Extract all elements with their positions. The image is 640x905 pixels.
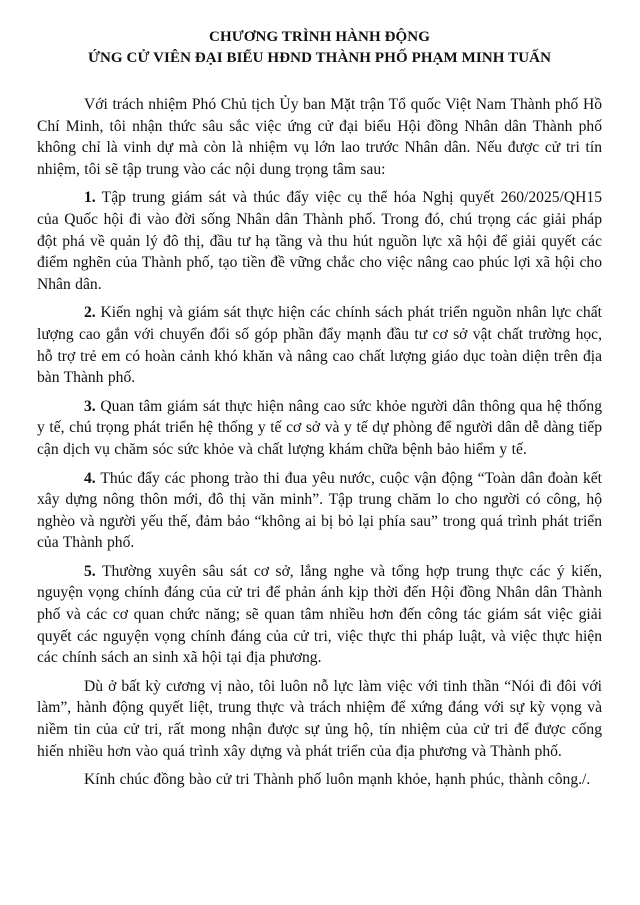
paragraph-text: Với trách nhiệm Phó Chủ tịch Ủy ban Mặt trận Tổ quốc Việt Nam Thành phố Hồ Chí Minh, tôi nhận thức sâu sắc việc ứng cử đại biểu Hội đồng Nhân dân Thành phố không chỉ là vinh dự mà còn là nhiệm vụ lớn lao trước Nhân dân. Nếu được cử tri tín nhiệm, tôi sẽ tập trung vào các nội dung trọng tâm sau: — [37, 96, 602, 178]
document-title — [37, 27, 602, 69]
paragraph-text: Thúc đẩy các phong trào thi đua yêu nước, cuộc vận động “Toàn dân đoàn kết xây dựng nông thôn mới, đô thị văn minh”. Tập trung chăm lo cho người có công, hộ nghèo và người yếu thế, đảm bảo “không ai bị bỏ lại phía sau” trong quá trình phát triển của Thành phố. — [37, 469, 603, 552]
paragraph-number: 2. — [84, 304, 96, 322]
paragraph-item-2 — [37, 302, 602, 388]
paragraph-number: 4. — [84, 469, 96, 487]
document-body — [37, 94, 602, 791]
paragraph-number: 3. — [84, 397, 96, 415]
paragraph-text: Quan tâm giám sát thực hiện nâng cao sức khỏe người dân thông qua hệ thống y tế, chú trọng phát triển hệ thống y tế cơ sở và y tế dự phòng để người dân dễ dàng tiếp cận dịch vụ chăm sóc sức khỏe và chất lượng khám chữa bệnh bảo hiểm y tế. — [37, 397, 602, 458]
paragraph-item-4 — [37, 468, 602, 554]
paragraph-item-1 — [37, 187, 602, 295]
paragraph-text: Thường xuyên sâu sát cơ sở, lắng nghe và tổng hợp trung thực các ý kiến, nguyện vọng chính đáng của cử tri để phản ánh kịp thời đến Hội đồng Nhân dân Thành phố và các cơ quan chức năng; sẽ quan tâm nhiều hơn đến công tác giám sát việc giải quyết các nguyện vọng chính đáng của cử tri, việc thực thi pháp luật, và việc thực hiện các chính sách an sinh xã hội tại địa phương. — [37, 562, 602, 667]
paragraph-commitment — [37, 676, 602, 762]
paragraph-text: Kính chúc đồng bào cử tri Thành phố luôn mạnh khỏe, hạnh phúc, thành công./. — [84, 771, 591, 789]
paragraph-text: Kiến nghị và giám sát thực hiện các chính sách phát triển nguồn nhân lực chất lượng cao gắn với chuyển đổi số góp phần đẩy mạnh đầu tư cơ sở vật chất trường học, hỗ trợ trẻ em có hoàn cảnh khó khăn và nâng cao chất lượng giáo dục toàn diện trên địa bàn Thành phố. — [37, 304, 602, 387]
paragraph-number: 1. — [84, 189, 96, 207]
paragraph-text: Dù ở bất kỳ cương vị nào, tôi luôn nỗ lực làm việc với tinh thần “Nói đi đôi với làm”, hành động quyết liệt, trung thực và trách nhiệm để xứng đáng với sự kỳ vọng và niềm tin của cử tri, rất mong nhận được sự ủng hộ, tín nhiệm của cử tri để được cống hiến nhiều hơn vào quá trình xây dựng và phát triển của địa phương và Thành phố. — [37, 677, 602, 760]
paragraph-text: Tập trung giám sát và thúc đẩy việc cụ thể hóa Nghị quyết 260/2025/QH15 của Quốc hội đi vào đời sống Nhân dân Thành phố. Trong đó, chú trọng các giải pháp đột phá về quản lý đô thị, đầu tư hạ tầng và thu hút nguồn lực xã hội để giải quyết các điểm nghẽn của Thành phố, tạo tiền đề vững chắc cho việc nâng cao phúc lợi xã hội cho Nhân dân. — [37, 189, 602, 293]
paragraph-item-5 — [37, 561, 602, 669]
paragraph-number: 5. — [84, 562, 96, 580]
document-title-line-2: ỨNG CỬ VIÊN ĐẠI BIỂU HĐND THÀNH PHỐ PHẠM MINH TUẤN — [87, 50, 552, 66]
paragraph-item-3 — [37, 396, 602, 461]
paragraph-closing-wish — [37, 769, 602, 791]
document-title-line-1: CHƯƠNG TRÌNH HÀNH ĐỘNG — [209, 29, 430, 45]
paragraph-intro — [37, 94, 602, 180]
